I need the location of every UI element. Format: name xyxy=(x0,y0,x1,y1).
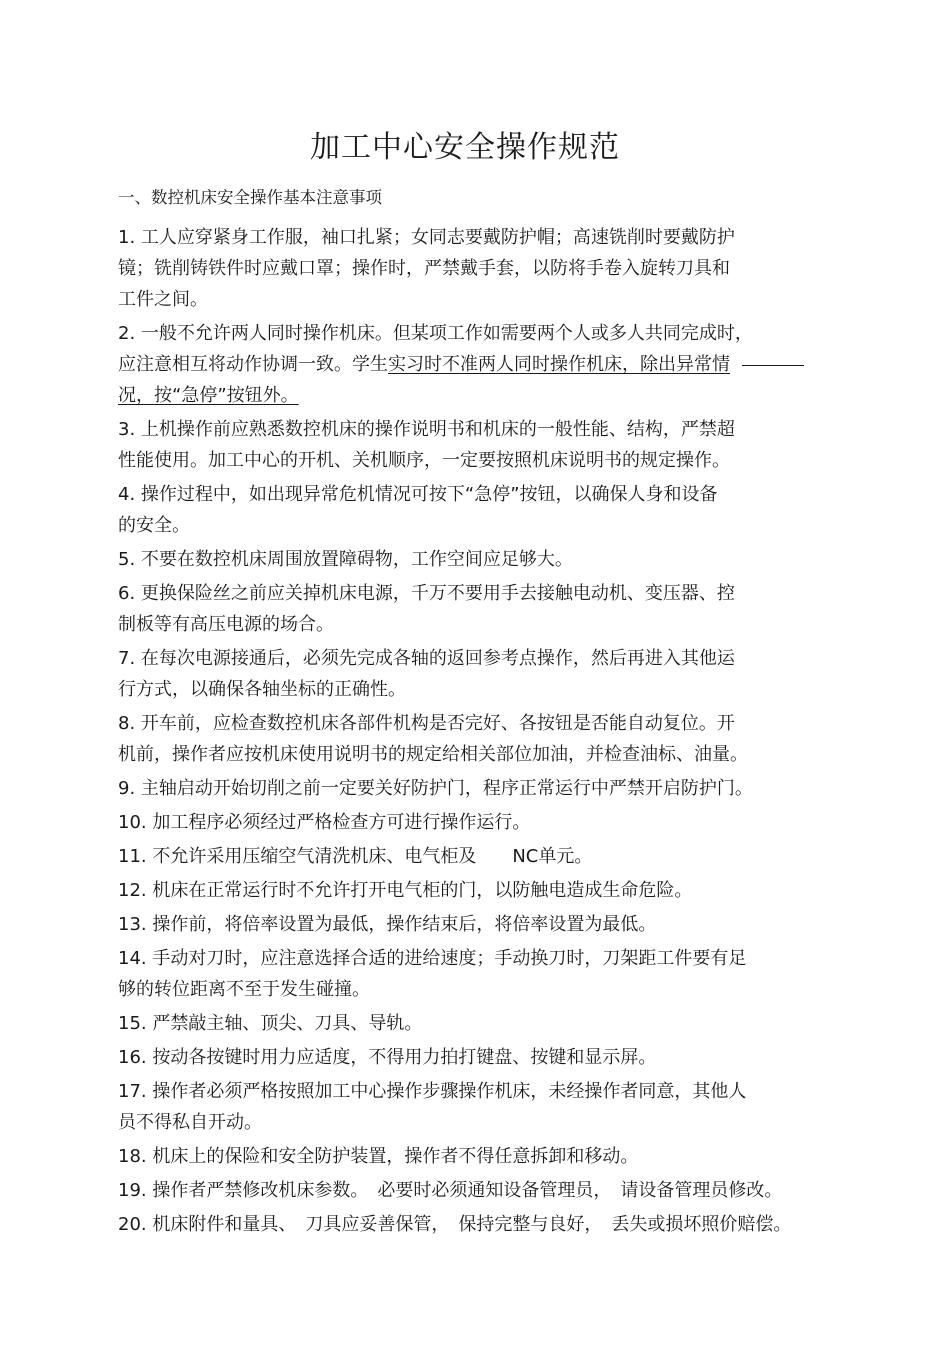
rule-item-2 xyxy=(118,318,838,411)
rule-item-4 xyxy=(118,479,838,541)
rule-line: 11. 不允许采用压缩空气清洗机床、电气柜及 NC单元。 xyxy=(118,846,593,867)
rule-line: 18. 机床上的保险和安全防护装置，操作者不得任意拆卸和移动。 xyxy=(118,1146,639,1167)
rule-line: 制板等有高压电源的场合。 xyxy=(118,614,334,635)
rule-item-11 xyxy=(118,841,838,872)
rule-item-12 xyxy=(118,875,838,906)
rule-item-5 xyxy=(118,544,838,575)
rule-line: 1. 工人应穿紧身工作服，袖口扎紧；女同志要戴防护帽；高速铣削时要戴防护 xyxy=(118,227,735,248)
rule-line: 工件之间。 xyxy=(118,289,208,310)
rule-item-18 xyxy=(118,1141,838,1172)
rule-line xyxy=(118,349,838,380)
rule-item-19 xyxy=(118,1175,838,1206)
rule-line: 8. 开车前，应检查数控机床各部件机构是否完好、各按钮是否能自动复位。开 xyxy=(118,713,735,734)
rule-line: 19. 操作者严禁修改机床参数。 必要时必须通知设备管理员， 请设备管理员修改。 xyxy=(118,1180,783,1201)
rule-item-14 xyxy=(118,943,838,1005)
rule-item-8 xyxy=(118,708,838,770)
rule-item-1 xyxy=(118,222,838,315)
rule-line: 7. 在每次电源接通后，必须先完成各轴的返回参考点操作，然后再进入其他运 xyxy=(118,648,735,669)
rule-item-10 xyxy=(118,807,838,838)
rule-line: 6. 更换保险丝之前应关掉机床电源，千万不要用手去接触电动机、变压器、控 xyxy=(118,583,735,604)
rule-line: 5. 不要在数控机床周围放置障碍物，工作空间应足够大。 xyxy=(118,549,573,570)
underlined-text: 实习时不准两人同时操作机床，除出异常情 xyxy=(388,354,730,375)
page-title: 加工中心安全操作规范 xyxy=(310,130,620,165)
rule-line: 17. 操作者必须严格按照加工中心操作步骤操作机床，未经操作者同意，其他人 xyxy=(118,1081,747,1102)
rule-text: 应注意相互将动作协调一致。学生 xyxy=(118,354,388,375)
rule-item-17 xyxy=(118,1076,838,1138)
rule-line: 行方式，以确保各轴坐标的正确性。 xyxy=(118,679,406,700)
rule-line: 机前，操作者应按机床使用说明书的规定给相关部位加油，并检查油标、油量。 xyxy=(118,744,748,765)
rule-item-9 xyxy=(118,773,838,804)
rule-item-6 xyxy=(118,578,838,640)
rule-item-16 xyxy=(118,1042,838,1073)
rule-line: 3. 上机操作前应熟悉数控机床的操作说明书和机床的一般性能、结构，严禁超 xyxy=(118,419,735,440)
rule-item-7 xyxy=(118,643,838,705)
rule-line: 镜；铣削铸铁件时应戴口罩；操作时，严禁戴手套，以防将手卷入旋转刀具和 xyxy=(118,258,730,279)
rule-line: 9. 主轴启动开始切削之前一定要关好防护门，程序正常运行中严禁开启防护门。 xyxy=(118,778,753,799)
rule-line xyxy=(118,380,838,411)
rule-line: 够的转位距离不至于发生碰撞。 xyxy=(118,979,370,1000)
rule-line: 员不得私自开动。 xyxy=(118,1112,262,1133)
rule-line: 14. 手动对刀时，应注意选择合适的进给速度；手动换刀时，刀架距工件要有足 xyxy=(118,948,747,969)
rule-line: 12. 机床在正常运行时不允许打开电气柜的门，以防触电造成生命危险。 xyxy=(118,880,693,901)
rule-item-13 xyxy=(118,909,838,940)
rule-line: 13. 操作前，将倍率设置为最低，操作结束后，将倍率设置为最低。 xyxy=(118,914,657,935)
rule-line: 2. 一般不允许两人同时操作机床。但某项工作如需要两个人或多人共同完成时， xyxy=(118,323,753,344)
section-heading: 一、数控机床安全操作基本注意事项 xyxy=(118,188,382,207)
rule-line: 15. 严禁敲主轴、顶尖、刀具、导轨。 xyxy=(118,1013,423,1034)
underline-extension xyxy=(742,364,804,366)
underlined-text: 况，按“急停”按钮外。 xyxy=(118,385,299,406)
rule-item-20 xyxy=(118,1209,838,1240)
rules-list xyxy=(118,222,838,1243)
rule-line: 10. 加工程序必须经过严格检查方可进行操作运行。 xyxy=(118,812,531,833)
rule-item-15 xyxy=(118,1008,838,1039)
rule-item-3 xyxy=(118,414,838,476)
rule-line: 4. 操作过程中，如出现异常危机情况可按下“急停”按钮，以确保人身和设备 xyxy=(118,484,718,505)
rule-line: 的安全。 xyxy=(118,515,190,536)
rule-line: 16. 按动各按键时用力应适度，不得用力拍打键盘、按键和显示屏。 xyxy=(118,1047,657,1068)
rule-line: 20. 机床附件和量具、 刀具应妥善保管， 保持完整与良好， 丢失或损坏照价赔偿。 xyxy=(118,1214,792,1235)
rule-line: 性能使用。加工中心的开机、关机顺序，一定要按照机床说明书的规定操作。 xyxy=(118,450,730,471)
